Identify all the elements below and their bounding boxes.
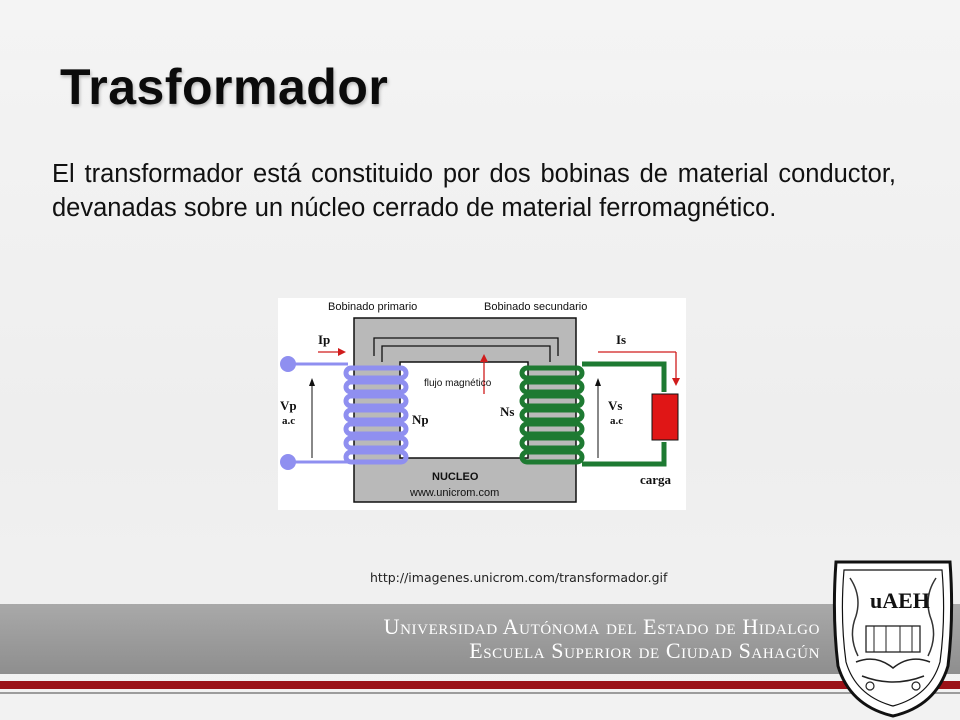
- label-vs: Vs: [608, 398, 623, 413]
- label-load: carga: [640, 472, 672, 487]
- source-link[interactable]: http://imagenes.unicrom.com/transformador.gif: [370, 570, 668, 585]
- label-ns: Ns: [500, 404, 515, 419]
- label-is: Is: [616, 332, 627, 347]
- footer-school-name: Escuela Superior de Ciudad Sahagún: [469, 638, 820, 663]
- footer-university-name: Universidad Autónoma del Estado de Hidalgo: [383, 614, 820, 639]
- label-secondary-winding: Bobinado secundario: [484, 301, 588, 313]
- is-arrowhead: [672, 378, 680, 386]
- label-primary-winding: Bobinado primario: [328, 301, 418, 313]
- label-flux: flujo magnético: [424, 378, 492, 389]
- secondary-wire-bottom: [582, 442, 664, 464]
- primary-terminal-top: [280, 356, 296, 372]
- label-core-url: www.unicrom.com: [410, 487, 500, 499]
- transformer-diagram: [278, 298, 686, 510]
- vs-arrowhead: [595, 378, 601, 386]
- label-vs-ac: a.c: [610, 415, 624, 427]
- label-vp-ac: a.c: [282, 415, 296, 427]
- footer-gray-stripe: [0, 692, 960, 694]
- slide-title: Trasformador: [60, 59, 389, 115]
- seal-monogram: uAEH: [870, 588, 930, 613]
- footer-red-stripe: [0, 681, 960, 689]
- load-resistor: [652, 394, 678, 440]
- label-ip: Ip: [318, 332, 331, 347]
- vp-arrowhead: [309, 378, 315, 386]
- university-seal-icon: [826, 556, 960, 720]
- primary-terminal-bottom: [280, 454, 296, 470]
- label-np: Np: [412, 412, 429, 427]
- secondary-wire-top: [582, 364, 664, 392]
- ip-arrowhead: [338, 348, 346, 356]
- slide-body-text: El transformador está constituido por dos bobinas de material conductor, devanadas sobre un núcleo cerrado de material ferromagnético.: [52, 160, 896, 222]
- label-vp: Vp: [280, 398, 297, 413]
- label-core: NUCLEO: [432, 471, 479, 483]
